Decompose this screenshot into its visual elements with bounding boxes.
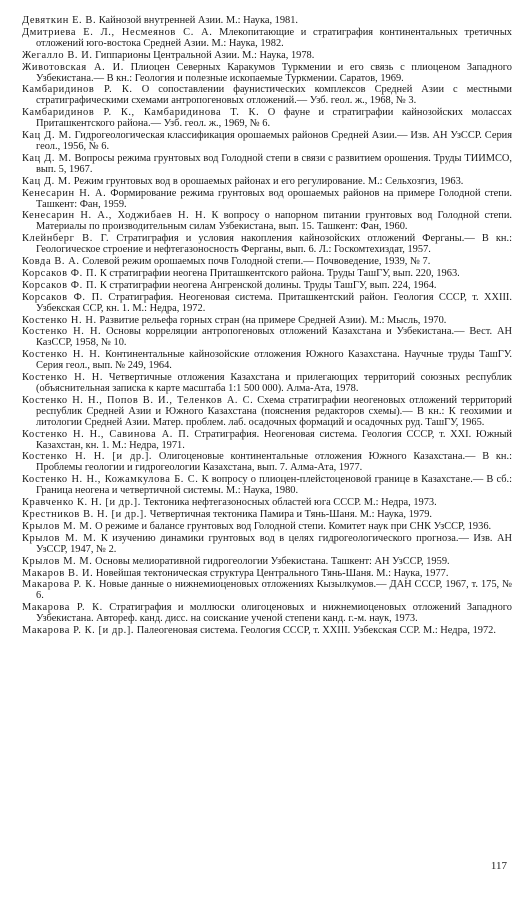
- reference-text: К вопросу о плиоцен-плейстоценовой границе в Казахстане.— В сб.: Граница неогена и четвертичной системы. М.: Наука, 1980.: [36, 474, 512, 497]
- reference-text: Солевой режим орошаемых почв Голодной степи.— Почвоведение, 1939, № 7.: [82, 256, 431, 268]
- reference-author: Корсаков Ф. П.: [22, 279, 98, 291]
- reference-text: Плиоцен Северных Каракумов Туркмении и его связь с плиоценом Западного Узбекистана.— В кн.: Геология и полезные ископаемые Туркмении. Саратов, 1969.: [36, 61, 512, 84]
- reference-author: Костенко Н. Н.: [22, 372, 104, 384]
- reference-author: Дмитриева Е. Л., Несмеянов С. А.: [22, 26, 213, 38]
- reference-text: Четвертичные отложения Казахстана и прилегающих территорий союзных республик (объяснительная записка к карте масштаба 1:1 500 000). Алма-Ата, 1978.: [36, 372, 512, 394]
- reference-entry: [22, 350, 512, 372]
- reference-entry: [22, 189, 512, 211]
- reference-author: Камбаридинов Р. К.: [22, 84, 133, 96]
- reference-author: Костенко Н. Н., Савинова А. П.: [22, 428, 190, 440]
- reference-author: Крестников В. Н. [и др.].: [22, 508, 148, 520]
- reference-text: Новые данные о нижнемиоценовых отложениях Кызылкумов.— ДАН СССР, 1967, т. 175, № 6.: [36, 579, 512, 602]
- reference-author: Костенко Н. Н.: [22, 314, 97, 326]
- reference-entry: [22, 498, 512, 509]
- reference-entry: [22, 108, 512, 130]
- reference-text: Четвертичная тектоника Памира и Тянь-Шаня. М.: Наука, 1979.: [149, 508, 432, 520]
- reference-entry: [22, 430, 512, 452]
- reference-entry: [22, 626, 512, 637]
- reference-author: Костенко Н. Н. [и др.].: [22, 451, 153, 463]
- reference-text: О режиме и балансе грунтовых вод Голодной степи. Комитет наук при СНК УзССР, 1936.: [95, 520, 492, 532]
- reference-author: Кенесарин Н. А.: [22, 187, 107, 199]
- reference-entry: [22, 373, 512, 395]
- reference-entry: [22, 63, 512, 85]
- reference-author: Кац Д. М.: [22, 175, 72, 187]
- reference-entry: [22, 154, 512, 176]
- reference-entry: [22, 281, 512, 292]
- reference-entry: [22, 269, 512, 280]
- reference-text: Схема стратиграфии неогеновых отложений территорий республик Средней Азии и Южного Казахстана (пояснения редакторов схемы).— В кн.: К геохимии и литологии Средней Азии. Матер. проблем. лаб. осадочных формаций и осадочных руд. ТашГУ, 1965.: [36, 394, 512, 428]
- reference-author: Клейнберг В. Г.: [22, 233, 110, 245]
- reference-text: Тектоника нефтегазоносных областей юга СССР. М.: Недра, 1973.: [143, 497, 437, 509]
- reference-author: Кац Д. М.: [22, 130, 72, 142]
- reference-text: К вопросу о напорном питании грунтовых вод Голодной степи. Материалы по производительным силам Узбекистана, вып. 15. Ташкент: Фан, 1960.: [36, 210, 512, 233]
- reference-author: Кенесарин Н. А., Ходжибаев Н. Н.: [22, 210, 207, 222]
- reference-text: К стратиграфии неогена Ангренской долины. Труды ТашГУ, вып. 224, 1964.: [99, 279, 437, 291]
- reference-author: Животовская А. И.: [22, 61, 124, 73]
- reference-author: Макарова Р. К.: [22, 579, 97, 591]
- reference-entry: [22, 293, 512, 315]
- reference-entry: [22, 234, 512, 256]
- reference-entry: [22, 131, 512, 153]
- reference-entry: [22, 580, 512, 602]
- reference-author: Камбаридинов Р. К., Камбаридинова Т. К.: [22, 107, 260, 119]
- page-number: 117: [490, 860, 507, 872]
- reference-entry: [22, 475, 512, 497]
- reference-text: Развитие рельефа горных стран (на примере Средней Азии). М.: Мысль, 1970.: [99, 314, 447, 326]
- reference-entry: [22, 452, 512, 474]
- reference-author: Ковда В. А.: [22, 256, 80, 268]
- reference-text: Континентальные кайнозойские отложения Южного Казахстана. Научные труды ТашГУ. Серия геол., вып. № 249, 1964.: [36, 349, 512, 372]
- reference-author: Корсаков Ф. П.: [22, 267, 98, 279]
- reference-text: Гидрогеологическая классификация орошаемых районов Средней Азии.— Изв. АН УзССР. Серия геол., 1956, № 6.: [36, 130, 512, 152]
- reference-entry: [22, 257, 512, 268]
- reference-text: Стратиграфия и моллюски олигоценовых и нижнемиоценовых отложений Западного Узбекистана. Автореф. канд. дисс. на соискание ученой степени канд. г.-м. наук, 1973.: [36, 602, 512, 625]
- reference-text: К стратиграфии неогена Приташкентского района. Труды ТашГУ, вып. 220, 1963.: [99, 267, 460, 279]
- reference-entry: [22, 16, 512, 27]
- reference-author: Крылов М. М.: [22, 555, 93, 567]
- reference-text: Стратиграфия и условия накопления кайнозойских отложений Ферганы.— В кн.: Геологическое строение и нефтегазоносность Ферганы, вып. 6. Л.: Госкомтехиздат, 1957.: [36, 233, 512, 256]
- reference-author: Жегалло В. И.: [22, 49, 93, 61]
- reference-entry: [22, 327, 512, 349]
- reference-entry: [22, 522, 512, 533]
- reference-text: Вопросы режима грунтовых вод Голодной степи в связи с развитием орошения. Труды ТИИМСО, вып. 5, 1967.: [36, 152, 512, 175]
- reference-text: Основы корреляции антропогеновых отложений Казахстана и Узбекистана.— Вест. АН КазССР, 1958, № 10.: [36, 326, 512, 349]
- reference-author: Костенко Н. Н., Кожамкулова Б. С.: [22, 474, 199, 486]
- reference-author: Крылов М. М.: [22, 532, 97, 544]
- reference-list: [22, 16, 512, 638]
- reference-author: Макарова Р. К. [и др.].: [22, 625, 135, 637]
- reference-entry: [22, 316, 512, 327]
- reference-text: Стратиграфия. Неогеновая система. Приташкентский район. Геология СССР, т. XXIII. Узбекская ССР, кн. 1. М.: Недра, 1972.: [36, 291, 512, 314]
- reference-text: Стратиграфия. Неогеновая система. Геология СССР, т. XXI. Южный Казахстан, кн. 1. М.: Недра, 1971.: [36, 428, 512, 451]
- reference-text: Основы мелиоративной гидрогеологии Узбекистана. Ташкент: АН УзССР, 1959.: [95, 555, 450, 567]
- reference-entry: [22, 211, 512, 233]
- reference-entry: [22, 51, 512, 62]
- reference-entry: [22, 557, 512, 568]
- reference-text: Гиппарионы Центральной Азии. М.: Наука, 1978.: [95, 49, 315, 61]
- reference-author: Кац Д. М.: [22, 152, 72, 164]
- reference-author: Макаров В. И.: [22, 567, 94, 579]
- reference-text: Кайнозой внутренней Азии. М.: Наука, 1981.: [98, 15, 299, 26]
- reference-text: Олигоценовые континентальные отложения Южного Казахстана.— В кн.: Проблемы геологии и гидрогеологии Казахстана, вып. 7. Алма-Ата, 1977.: [36, 451, 512, 474]
- reference-text: Формирование режима грунтовых вод орошаемых районов на примере Голодной степи. Ташкент: Фан, 1959.: [36, 187, 512, 210]
- reference-author: Костенко Н. Н.: [22, 349, 101, 361]
- reference-author: Кравченко К. Н. [и др.].: [22, 497, 141, 509]
- reference-author: Макарова Р. К.: [22, 602, 103, 614]
- reference-entry: [22, 569, 512, 580]
- reference-text: О фауне и стратиграфии кайнозойских молассах Приташкентского района.— Узб. геол. ж., 1969, № 6.: [36, 107, 512, 130]
- reference-entry: [22, 85, 512, 107]
- reference-entry: [22, 603, 512, 625]
- reference-text: О сопоставлении фаунистических комплексов Средней Азии с местными стратиграфическими схемами антропогеновых отложений.— Узб. геол. ж., 1968, № 3.: [36, 84, 512, 107]
- reference-entry: [22, 510, 512, 521]
- reference-author: Корсаков Ф. П.: [22, 291, 103, 303]
- reference-author: Девяткин Е. В.: [22, 15, 97, 26]
- reference-text: Режим грунтовых вод в орошаемых районах и его регулирование. М.: Сельхозгиз, 1963.: [73, 175, 464, 187]
- reference-text: Млекопитающие и стратиграфия континентальных третичных отложений юго-востока Средней Азии. М.: Наука, 1982.: [36, 26, 512, 49]
- reference-author: Крылов М. М.: [22, 520, 93, 532]
- reference-entry: [22, 534, 512, 556]
- reference-entry: [22, 177, 512, 188]
- reference-author: Костенко Н. Н., Попов В. И., Теленков А. С.: [22, 394, 254, 406]
- reference-text: К изучению динамики грунтовых вод в целях гидрогеологического прогноза.— Изв. АН УзССР, 1947, № 2.: [36, 532, 512, 555]
- reference-text: Палеогеновая система. Геология СССР, т. XXIII. Узбекская ССР. М.: Недра, 1972.: [136, 625, 496, 637]
- reference-author: Костенко Н. Н.: [22, 326, 102, 338]
- reference-entry: [22, 28, 512, 50]
- reference-entry: [22, 396, 512, 429]
- reference-text: Новейшая тектоническая структура Центрального Тянь-Шаня. М.: Наука, 1977.: [95, 567, 449, 579]
